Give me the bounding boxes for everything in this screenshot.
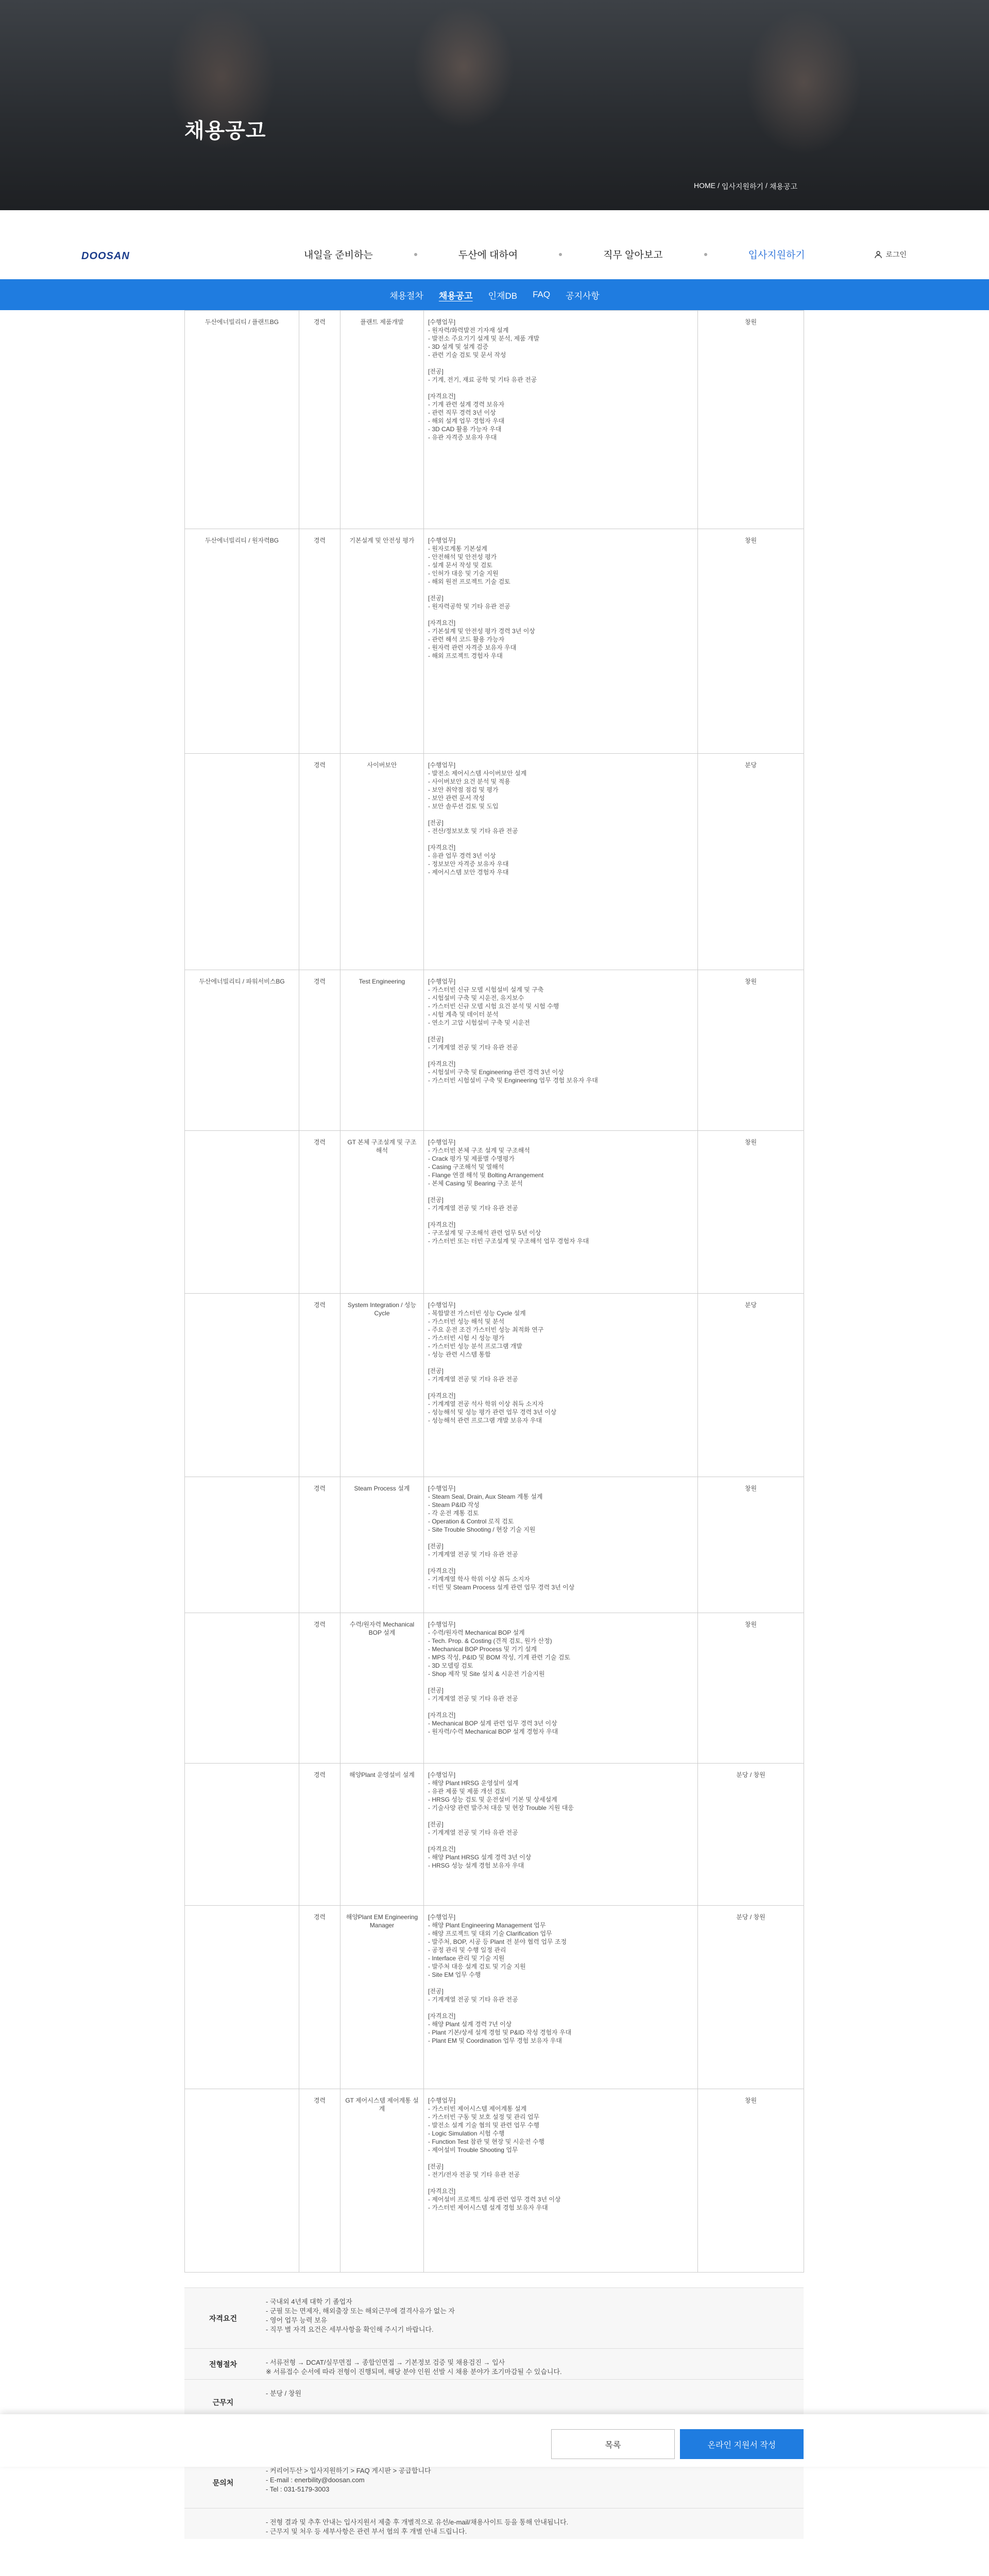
description-line: [전공] [428,2163,444,2170]
description-line: - Mechanical BOP Process 및 기기 설계 [428,1646,537,1653]
description-line: - 해양 Plant HRSG 설계 경력 3년 이상 [428,1854,532,1861]
cell-affiliate [185,1131,299,1294]
cell-description [424,529,698,754]
description-line: - 전산/정보보호 및 기타 유관 전공 [428,827,518,835]
description-line: - 시험설비 구축 및 Engineering 관련 경력 3년 이상 [428,1069,564,1076]
cell-type: 경력 [299,2089,340,2273]
cell-description [424,754,698,970]
description-line: - 원자력/화력발전 기자재 설계 [428,327,509,334]
line-gap [428,611,693,619]
cell-type: 경력 [299,1294,340,1477]
job-table-wrapper [184,310,804,2273]
line-gap [428,586,693,594]
description-line: - 가스터빈 시험 시 성능 평가 [428,1334,505,1342]
line-gap [428,1027,693,1035]
info-label: 근무지 [212,2398,234,2406]
login-link[interactable] [874,249,907,260]
cell-location: 창원 [698,1613,804,1764]
description-line: - 가스터빈 본체 구조 설계 및 구조해석 [428,1147,530,1154]
menu-item-apply[interactable]: 입사지원하기 [748,250,805,261]
description-line: [전공] [428,1196,444,1204]
description-line: - 기계계열 학사 학위 이상 취득 소지자 [428,1575,530,1583]
description-line: - 공정 관리 및 수행 일정 관리 [428,1946,506,1954]
description-line: - 해양 Plant 설계 경력 7년 이상 [428,2021,512,2028]
cell-location: 창원 [698,970,804,1131]
description-line: - Site EM 업무 수행 [428,1971,481,1978]
cell-description [424,1764,698,1906]
breadcrumb-home[interactable]: HOME [693,181,715,190]
description-line: [자격요건] [428,2012,456,2020]
cell-location: 분당 [698,754,804,970]
line-gap [428,1558,693,1567]
description-line: - 시험설비 구축 및 시운전, 유지보수 [428,994,524,1002]
line-gap [428,359,693,367]
description-line: - 터빈 및 Steam Process 설계 관련 업무 경력 3년 이상 [428,1584,575,1591]
breadcrumb [694,181,797,192]
description-line: [전공] [428,819,444,826]
description-line: [전공] [428,1988,444,1995]
description-line: - 가스터빈 또는 터빈 구조설계 및 구조해석 업무 경험자 우대 [428,1238,589,1245]
info-line: - 분당 / 창원 [266,2389,302,2397]
table-row [185,1613,804,1764]
description-line: - 가스터빈 성능 해석 및 분석 [428,1318,505,1325]
table-row [185,311,804,529]
description-line: [자격요건] [428,1845,456,1853]
user-icon [874,250,882,259]
cell-duty: GT 본체 구조설계 및 구조해석 [340,1131,424,1294]
cell-duty: 수력/원자력 Mechanical BOP 설계 [340,1613,424,1764]
description-line: - 연소기 고압 시험설비 구축 및 시운전 [428,1019,530,1026]
cell-type: 경력 [299,1906,340,2089]
description-line: - 기계계열 전공 및 기타 유관 전공 [428,1996,518,2003]
cell-duty: System Integration / 성능 Cycle [340,1294,424,1477]
description-line: - 인허가 대응 및 기술 지원 [428,570,499,577]
description-line: [전공] [428,1821,444,1828]
description-line: - Mechanical BOP 설계 관련 업무 경력 3년 이상 [428,1720,557,1727]
line-gap [428,1534,693,1542]
cell-type: 경력 [299,970,340,1131]
description-line: - Function Test 참관 및 현장 및 시운전 수행 [428,2138,544,2145]
description-line: - Logic Simulation 시험 수행 [428,2130,505,2137]
job-table [184,310,804,2273]
cell-location: 창원 [698,2089,804,2273]
login-label: 로그인 [885,250,907,259]
description-line: - 발주처, BOP, 시공 등 Plant 전 분야 협력 업무 조정 [428,1938,567,1945]
breadcrumb-apply[interactable]: 입사지원하기 [721,182,763,191]
description-line: - 3D 모델링 검토 [428,1662,473,1669]
info-row [184,2348,804,2379]
description-line: - 해양 Plant Engineering Management 업무 [428,1922,546,1929]
description-line: - Casing 구조해석 및 열해석 [428,1163,504,1171]
cell-description [424,311,698,529]
description-line: - Operation & Control 로직 검토 [428,1518,514,1525]
description-line: - 성능해석 관련 프로그램 개발 보유자 우대 [428,1417,542,1424]
line-gap [428,1188,693,1196]
description-line: - 발전소 주요기기 설계 및 분석, 제품 개발 [428,335,540,342]
description-line: - 기계계열 전공 및 기타 유관 전공 [428,1205,518,1212]
description-line: [전공] [428,1687,444,1694]
description-line: - 가스터빈 제어시스템 제어계통 설계 [428,2105,527,2112]
info-line: - 근무지 및 처우 등 세부사항은 관련 부서 협의 후 개별 안내 드립니다. [266,2528,467,2535]
description-line: - 성능해석 및 성능 평가 관련 업무 경력 3년 이상 [428,1409,557,1416]
description-line: - 해양 프로젝트 및 대외 기술 Clarification 업무 [428,1930,552,1937]
cell-type: 경력 [299,311,340,529]
cell-affiliate: 두산에너빌리티 / 플랜트BG [185,311,299,529]
description-line: - Tech. Prop. & Costing (견적 검토, 원가 산정) [428,1637,552,1645]
description-line: - 기계, 전기, 재료 공학 및 기타 유관 전공 [428,376,537,383]
info-row [184,2508,804,2539]
table-row [185,1764,804,1906]
description-line: - 해외 프로젝트 경험자 우대 [428,652,503,659]
cell-location: 창원 [698,529,804,754]
info-line: - 전형 결과 및 추후 안내는 입사지원서 제출 후 개별적으로 유선/e-mail/채용사이트 등을 통해 안내됩니다. [266,2518,569,2526]
description-line: [전공] [428,1367,444,1375]
info-line: - 커리어두산 > 입사지원하기 > FAQ 게시판 > 공급합니다 [266,2467,431,2475]
line-gap [428,384,693,392]
cell-description [424,1294,698,1477]
description-line: - 제어시스템 보안 경험자 우대 [428,869,509,876]
description-line: - HRSG 성능 검토 및 운전설비 기본 및 상세설계 [428,1796,557,1803]
breadcrumb-sep: / [765,181,768,190]
apply-online-button[interactable]: 온라인 지원서 작성 [680,2429,804,2459]
description-line: - 본체 Casing 및 Bearing 구조 분석 [428,1180,523,1187]
description-line: - 제어설비 Trouble Shooting 업무 [428,2146,518,2154]
description-line: - Flange 연결 해석 및 Bolting Arrangement [428,1172,544,1179]
info-line: ※ 서류접수 순서에 따라 전형이 진행되며, 해당 분야 인원 선발 시 채용 분야가 조기마감될 수 있습니다. [266,2368,562,2376]
cell-affiliate [185,1613,299,1764]
description-line: - 가스터빈 신규 모델 시험 요건 분석 및 시험 수행 [428,1003,559,1010]
table-row [185,970,804,1131]
page-title: 채용공고 [184,120,266,142]
description-line: - 발전소 설계 기술 협의 및 관련 업무 수행 [428,2122,540,2129]
cell-description [424,1477,698,1613]
description-line: - 사이버보안 요건 분석 및 적용 [428,778,510,785]
description-line: - 설계 문서 작성 및 검토 [428,562,492,569]
breadcrumb-current: 채용공고 [769,182,797,191]
cell-duty: 사이버보안 [340,754,424,970]
description-line: - 각 운전 계통 검토 [428,1510,479,1517]
table-row [185,1294,804,1477]
description-line: - Plant 기본/상세 설계 경험 및 P&ID 작성 경험자 우대 [428,2029,572,2036]
description-line: - 구조설계 및 구조해석 관련 업무 5년 이상 [428,1229,541,1236]
line-gap [428,1979,693,1987]
description-line: [수행업무] [428,537,456,544]
menu-item-jobs[interactable]: 직무 알아보고 [603,250,663,261]
description-line: - 보안 관련 문서 작성 [428,794,485,802]
info-label: 자격요건 [209,2314,237,2323]
menu-separator [704,253,707,256]
description-line: - 해외 설계 업무 경험자 우대 [428,417,505,425]
description-line: - 원자력 관련 자격증 보유자 우대 [428,644,517,651]
cell-location: 분당 [698,1294,804,1477]
top-navigation [0,210,989,279]
hero-banner [0,0,989,210]
info-label [184,2509,262,2539]
cell-affiliate [185,1294,299,1477]
cell-duty: Steam Process 설계 [340,1477,424,1613]
line-gap [428,1359,693,1367]
description-line: [수행업무] [428,978,456,985]
description-line: - 기계 관련 설계 경력 보유자 [428,401,505,408]
description-line: - HRSG 성능 설계 경험 보유자 우대 [428,1862,524,1869]
table-row [185,1131,804,1294]
line-gap [428,1703,693,1711]
line-gap [428,810,693,819]
description-line: [자격요건] [428,619,456,626]
description-line: [자격요건] [428,1221,456,1228]
description-line: - 발주처 대응 설계 검토 및 기술 지원 [428,1963,526,1970]
cell-duty: 해양Plant EM Engineering Manager [340,1906,424,2089]
description-line: [자격요건] [428,1711,456,1719]
cell-location: 창원 [698,1131,804,1294]
description-line: - 유관 업무 경력 3년 이상 [428,852,496,859]
info-value [262,2288,804,2348]
info-section [184,2287,804,2539]
cell-affiliate [185,2089,299,2273]
cell-type: 경력 [299,754,340,970]
description-line: - 원자로계통 기본설계 [428,545,487,552]
description-line: - 가스터빈 성능 분석 프로그램 개발 [428,1343,522,1350]
cell-location: 분당 / 창원 [698,1906,804,2089]
description-line: [전공] [428,368,444,375]
cell-description [424,970,698,1131]
description-line: [자격요건] [428,844,456,851]
doosan-logo[interactable]: DOOSAN [81,250,130,262]
line-gap [428,2179,693,2187]
table-row [185,2089,804,2273]
description-line: - Site Trouble Shooting / 현장 기술 지원 [428,1526,536,1533]
description-line: - 가스터빈 신규 모델 시험설비 설계 및 구축 [428,986,544,993]
description-line: [수행업무] [428,318,456,326]
description-line: - Steam Seal, Drain, Aux Steam 계통 설계 [428,1493,543,1500]
description-line: [수행업무] [428,1485,456,1492]
description-line: [수행업무] [428,761,456,769]
description-line: - 기계계열 전공 석사 학위 이상 취득 소지자 [428,1400,544,1408]
description-line: - 보안 솔루션 검토 및 도입 [428,803,499,810]
bottom-action-bar [0,2414,989,2467]
list-button[interactable]: 목록 [551,2429,675,2459]
description-line: - Steam P&ID 작성 [428,1501,480,1509]
line-gap [428,1678,693,1686]
cell-affiliate: 두산에너빌리티 / 원자력BG [185,529,299,754]
description-line: - 성능 관련 시스템 통합 [428,1351,491,1358]
description-line: - Interface 관리 및 기술 지원 [428,1955,505,1962]
menu-separator [414,253,417,256]
description-line: - 3D 설계 및 설계 검증 [428,343,489,350]
description-line: - 3D CAD 활용 가능자 우대 [428,426,502,433]
description-line: [자격요건] [428,2188,456,2195]
subnav-process[interactable]: 채용절차 [389,291,423,301]
description-line: - 기계계열 전공 및 기타 유관 전공 [428,1829,518,1836]
description-line: - 발전소 제어시스템 사이버보안 설계 [428,770,527,777]
description-line: - 가스터빈 구동 및 보호 설정 및 관리 업무 [428,2113,540,2121]
info-line: - 직무 별 자격 요건은 세부사항을 확인해 주시기 바랍니다. [266,2326,434,2333]
cell-duty: Test Engineering [340,970,424,1131]
description-line: [자격요건] [428,1392,456,1399]
description-line: - 가스터빈 제어시스템 설계 경험 보유자 우대 [428,2204,548,2211]
description-line: - 수력/원자력 Mechanical BOP 설계 [428,1629,525,1636]
cell-affiliate [185,754,299,970]
sub-navigation [0,279,989,310]
info-line: - 국내외 4년제 대학 기 졸업자 [266,2298,352,2306]
cell-affiliate [185,1764,299,1906]
info-line: - 군필 또는 면제자, 해외출장 또는 해외근무에 결격사유가 없는 자 [266,2307,455,2315]
description-line: - 기술사양 관련 발주처 대응 및 현장 Trouble 지원 대응 [428,1804,574,1811]
description-line: - 기계계열 전공 및 기타 유관 전공 [428,1044,518,1051]
table-row [185,1477,804,1613]
cell-description [424,1906,698,2089]
description-line: [자격요건] [428,1567,456,1574]
line-gap [428,1837,693,1845]
cell-duty: 해양Plant 운영설비 설계 [340,1764,424,1906]
subnav-job-postings[interactable]: 채용공고 [438,291,473,301]
description-line: - 해양 Plant HRSG 운영설비 설계 [428,1780,519,1787]
cell-location: 창원 [698,1477,804,1613]
menu-separator [559,253,562,256]
cell-affiliate [185,1906,299,2089]
cell-type: 경력 [299,1613,340,1764]
subnav-faq[interactable]: FAQ [533,290,551,299]
info-value [262,2509,804,2539]
description-line: - 기계계열 전공 및 기타 유관 전공 [428,1695,518,1702]
cell-type: 경력 [299,1477,340,1613]
line-gap [428,1052,693,1060]
subnav-talent-db[interactable]: 인재DB [488,291,518,301]
cell-location: 분당 / 창원 [698,1764,804,1906]
description-line: - 주요 운전 조건 가스터빈 성능 최적화 연구 [428,1326,544,1333]
description-line: [수행업무] [428,1621,456,1628]
info-row [184,2287,804,2348]
description-line: - 시험 계측 및 데이터 분석 [428,1011,499,1018]
cell-duty: 플랜트 제품개발 [340,311,424,529]
description-line: - 관련 기술 검토 및 문서 작성 [428,351,506,359]
line-gap [428,1212,693,1221]
line-gap [428,2154,693,2162]
description-line: [수행업무] [428,2097,456,2104]
info-label: 전형절차 [209,2360,237,2368]
main-menu [304,247,805,261]
description-line: - 제어설비 프로젝트 설계 관련 업무 경력 3년 이상 [428,2196,561,2203]
description-line: - 관련 직무 경력 3년 이상 [428,409,496,416]
info-line: - E-mail : enerbility@doosan.com [266,2476,365,2484]
description-line: - 전기/전자 전공 및 기타 유관 전공 [428,2171,520,2178]
description-line: - 정보보안 자격증 보유자 우대 [428,860,509,868]
info-value [262,2349,804,2379]
info-line: - 서류전형 → DCAT/실무면접 → 종합인면접 → 기본정보 검증 및 채용검진 → 입사 [266,2359,505,2366]
description-line: - 안전해석 및 안전성 평가 [428,553,497,561]
cell-description [424,1613,698,1764]
description-line: [전공] [428,1036,444,1043]
menu-item-prepare[interactable]: 내일을 준비하는 [304,250,373,261]
description-line: - 기본설계 및 안전성 평가 경력 3년 이상 [428,628,535,635]
description-line: - 해외 원전 프로젝트 기술 검토 [428,578,510,585]
description-line: - 원자력공학 및 기타 유관 전공 [428,603,510,610]
info-line: - Tel : 031-5179-3003 [266,2485,330,2493]
line-gap [428,1383,693,1392]
description-line: [수행업무] [428,1913,456,1921]
cell-affiliate: 두산에너빌리티 / 파워서비스BG [185,970,299,1131]
description-line: [수행업무] [428,1139,456,1146]
cell-description [424,2089,698,2273]
description-line: - Crack 평가 및 제품별 수명평가 [428,1155,515,1162]
line-gap [428,1812,693,1820]
description-line: - MPS 작성, P&ID 및 BOM 작성, 기계 관련 기술 검토 [428,1654,571,1661]
description-line: [수행업무] [428,1771,456,1778]
description-line: - 가스터빈 시험설비 구축 및 Engineering 업무 경험 보유자 우대 [428,1077,598,1084]
subnav-notice[interactable]: 공지사항 [566,291,600,301]
description-line: - 기계계열 전공 및 기타 유관 전공 [428,1376,518,1383]
line-gap [428,835,693,843]
cell-type: 경력 [299,1764,340,1906]
description-line: - 유관 제품 및 제품 개선 검토 [428,1788,506,1795]
cell-description [424,1131,698,1294]
description-line: [자격요건] [428,1060,456,1067]
cell-affiliate [185,1477,299,1613]
description-line: - Plant EM 및 Coordination 업무 경험 보유자 우대 [428,2037,562,2044]
description-line: - 유관 자격증 보유자 우대 [428,434,497,441]
cell-duty: 기본설계 및 안전성 평가 [340,529,424,754]
description-line: - 복합발전 가스터빈 성능 Cycle 설계 [428,1310,526,1317]
menu-item-about[interactable]: 두산에 대하여 [458,250,518,261]
table-row [185,754,804,970]
description-line: - 기계계열 전공 및 기타 유관 전공 [428,1551,518,1558]
breadcrumb-sep: / [717,181,720,190]
table-row [185,529,804,754]
cell-type: 경력 [299,1131,340,1294]
description-line: [자격요건] [428,393,456,400]
line-gap [428,2004,693,2012]
description-line: - 보안 취약점 점검 및 평가 [428,786,499,793]
cell-location: 창원 [698,311,804,529]
description-line: [전공] [428,595,444,602]
description-line: [수행업무] [428,1301,456,1309]
description-line: - 원자력/수력 Mechanical BOP 설계 경험자 우대 [428,1728,558,1735]
info-line: - 영어 업무 능력 보유 [266,2316,328,2324]
cell-type: 경력 [299,529,340,754]
description-line: [전공] [428,1543,444,1550]
description-line: - 관련 해석 코드 활용 가능자 [428,636,505,643]
info-label: 문의처 [212,2478,234,2487]
description-line: - Shop 제작 및 Site 설치 & 시운전 기술지원 [428,1670,545,1677]
cell-duty: GT 제어시스템 제어계통 설계 [340,2089,424,2273]
table-row [185,1906,804,2089]
